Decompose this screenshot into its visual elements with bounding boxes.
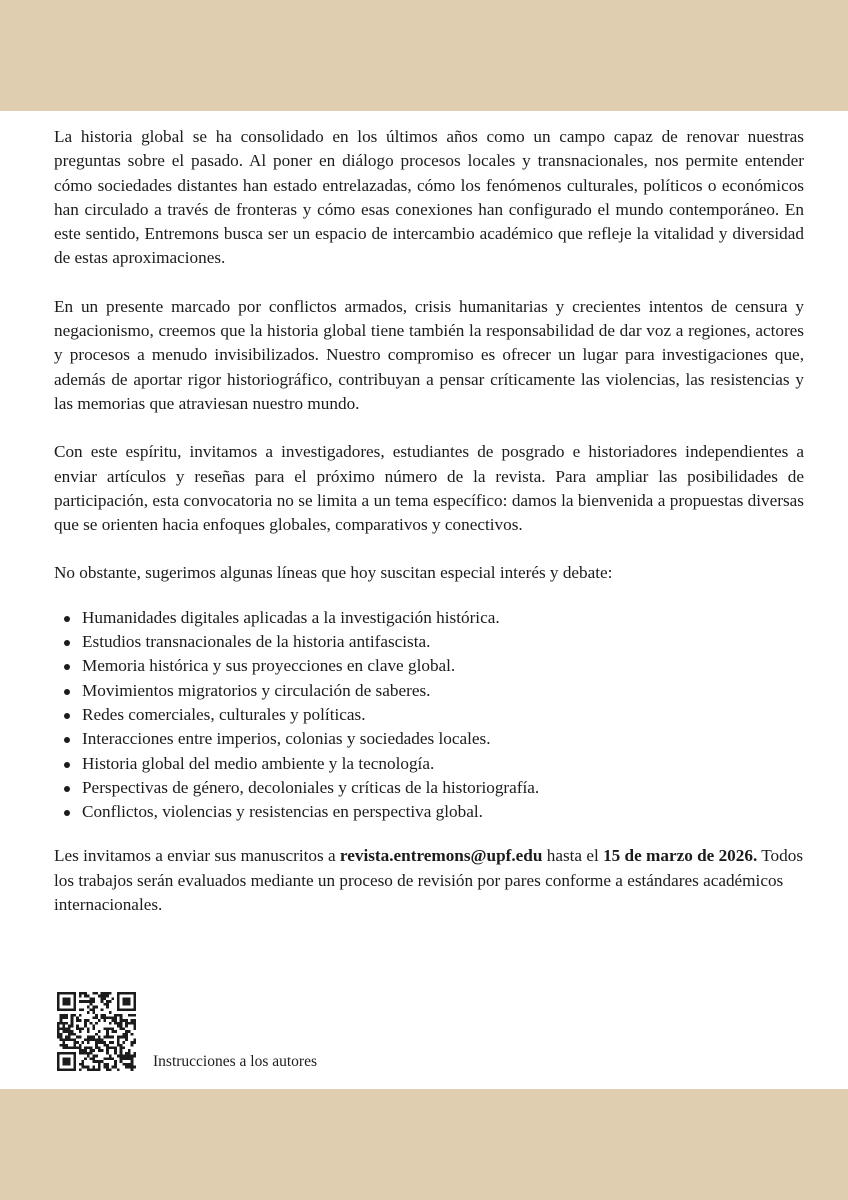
list-item: Interacciones entre imperios, colonias y sociedades locales. xyxy=(54,727,804,751)
closing-lead: Les invitamos a enviar sus manuscritos a xyxy=(54,846,340,866)
list-item: Estudios transnacionales de la historia antifascista. xyxy=(54,630,804,654)
topics-list xyxy=(54,606,804,825)
deadline-date: 15 de marzo de 2026. xyxy=(603,846,758,866)
list-item: Conflictos, violencias y resistencias en perspectiva global. xyxy=(54,800,804,824)
closing-paragraph xyxy=(54,844,804,917)
header-band xyxy=(0,0,848,111)
list-item: Redes comerciales, culturales y políticas. xyxy=(54,703,804,727)
list-item: Memoria histórica y sus proyecciones en clave global. xyxy=(54,654,804,678)
paragraph-intro: La historia global se ha consolidado en los últimos años como un campo capaz de renovar nuestras preguntas sobre el pasado. Al poner en diálogo procesos locales y transnacionales, nos permite entender cómo sociedades distantes han estado entrelazadas, cómo los fenómenos culturales, políticos o económicos han circulado a través de fronteras y cómo esas conexiones han configurado el mundo contemporáneo. En este sentido, Entremons busca ser un espacio de intercambio académico que refleje la vitalidad y diversidad de estas aproximaciones. xyxy=(54,127,804,268)
list-item: Humanidades digitales aplicadas a la investigación histórica. xyxy=(54,606,804,630)
topics-intro: No obstante, sugerimos algunas líneas que hoy suscitan especial interés y debate: xyxy=(54,563,613,583)
call-for-papers-body xyxy=(54,125,804,917)
footer-band xyxy=(0,1089,848,1200)
qr-caption: Instrucciones a los autores xyxy=(153,1053,317,1070)
qr-code-icon[interactable] xyxy=(57,992,136,1071)
paragraph-commitment: En un presente marcado por conflictos armados, crisis humanitarias y crecientes intentos de censura y negacionismo, creemos que la historia global tiene también la responsabilidad de dar voz a regiones, actores y procesos a menudo invisibilizados. Nuestro compromiso es ofrecer un lugar para investigaciones que, además de aportar rigor historiográfico, contribuyan a pensar críticamente las violencias, las resistencias y las memorias que atraviesan nuestro mundo. xyxy=(54,296,804,413)
closing-mid: hasta el xyxy=(542,846,604,866)
list-item: Perspectivas de género, decoloniales y críticas de la historiografía. xyxy=(54,776,804,800)
closing-tail: Todos los trabajos serán evaluados mediante un proceso de revisión por pares conforme a estándares académicos internacionales. xyxy=(54,846,804,915)
submission-email-link[interactable]: revista.entremons@upf.edu xyxy=(339,846,543,866)
paragraph-invitation: Con este espíritu, invitamos a investigadores, estudiantes de posgrado e historiadores independientes a enviar artículos y reseñas para el próximo número de la revista. Para ampliar las posibilidades de participación, esta convocatoria no se limita a un tema específico: damos la bienvenida a propuestas diversas que se orienten hacia enfoques globales, comparativos y conectivos. xyxy=(54,442,804,535)
list-item: Historia global del medio ambiente y la tecnología. xyxy=(54,752,804,776)
list-item: Movimientos migratorios y circulación de saberes. xyxy=(54,679,804,703)
